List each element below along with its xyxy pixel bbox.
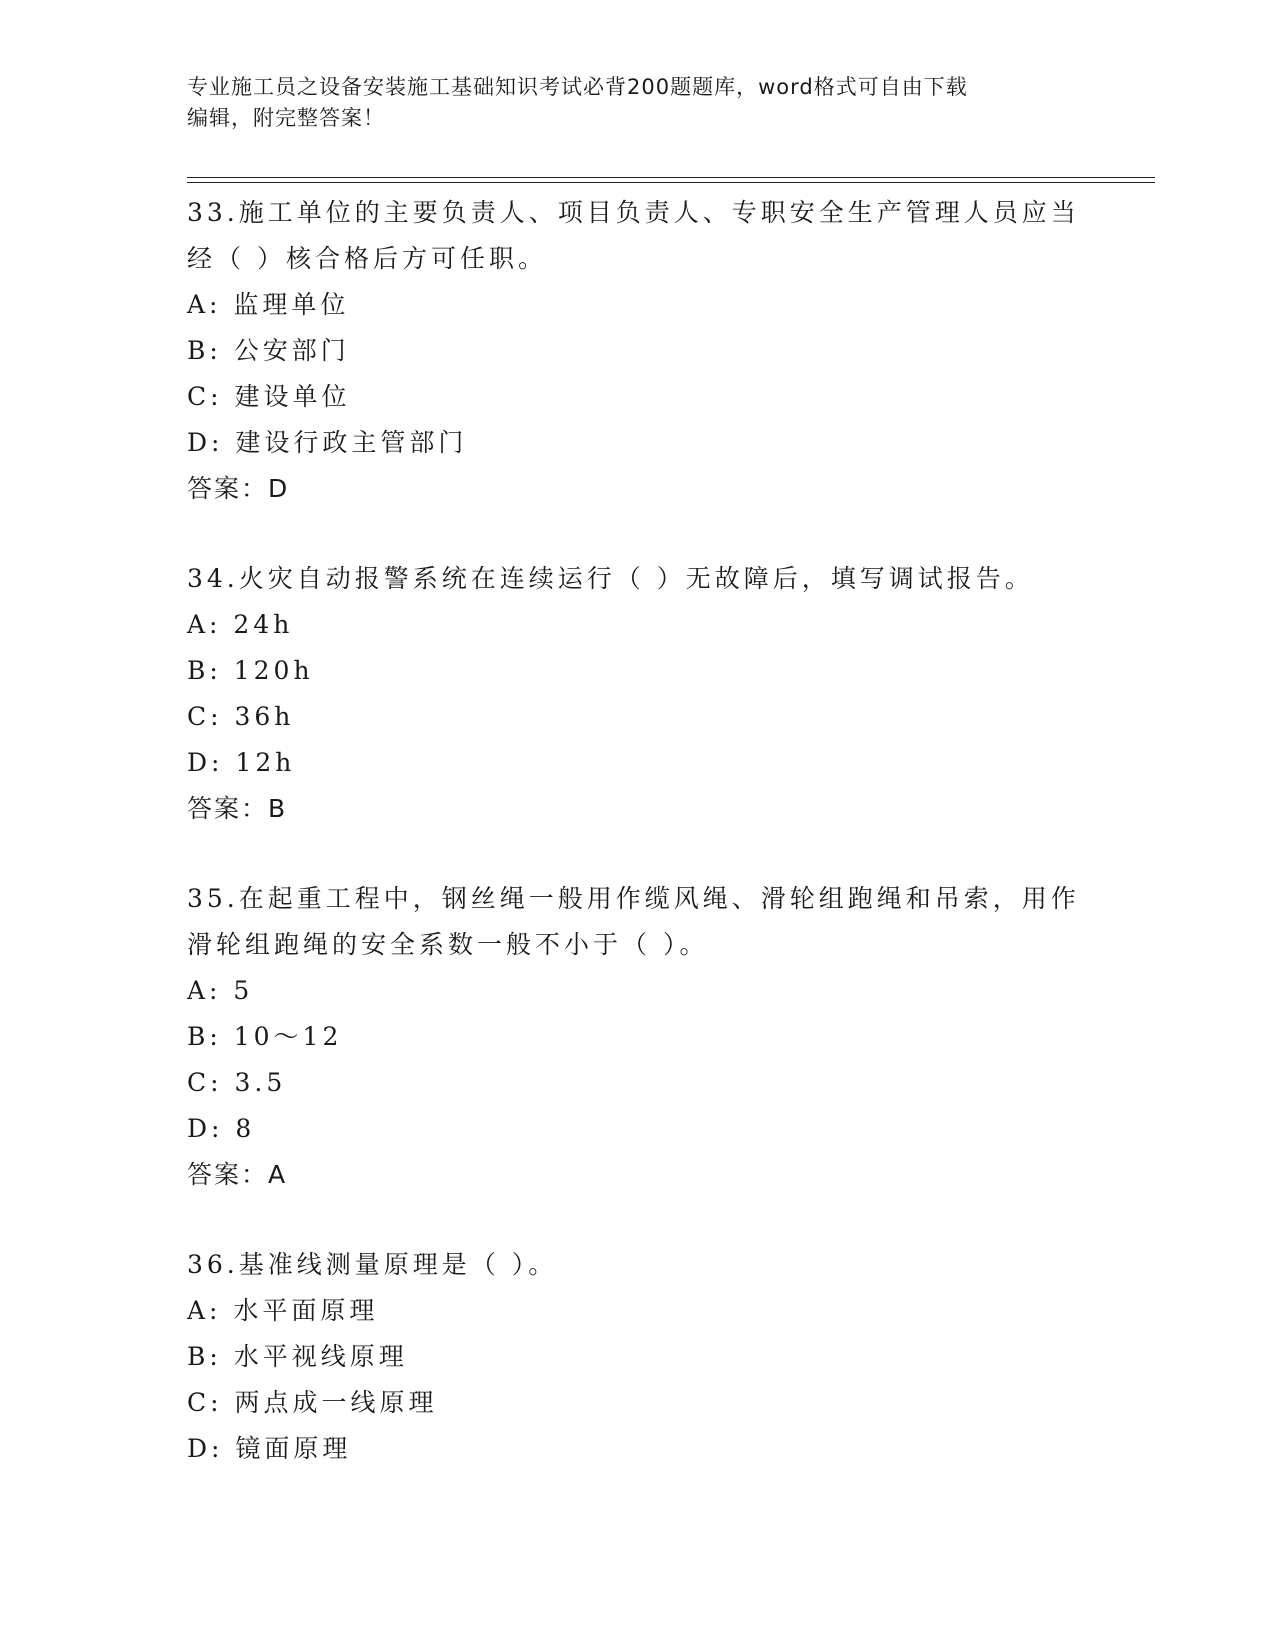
header-divider-bottom: [187, 182, 1155, 183]
question-stem-cont: 滑轮组跑绳的安全系数一般不小于（ ）。: [187, 930, 709, 959]
option-a: A: 监理单位: [187, 290, 350, 319]
option-b: B: 公安部门: [187, 336, 350, 365]
option-b: B: 120h: [187, 656, 314, 685]
question-33: [187, 190, 1087, 512]
option-b: B: 水平视线原理: [187, 1342, 408, 1371]
question-35: [187, 876, 1087, 1198]
answer: 答案：D: [187, 474, 290, 503]
question-stem: 35.在起重工程中，钢丝绳一般用作缆风绳、滑轮组跑绳和吊索，用作: [187, 884, 1080, 913]
option-d: D: 12h: [187, 748, 296, 777]
header-divider-top: [187, 177, 1155, 178]
question-36: [187, 1242, 1087, 1472]
option-d: D: 建设行政主管部门: [187, 428, 468, 457]
option-c: C: 3.5: [187, 1068, 287, 1097]
question-stem: 36.基准线测量原理是（ ）。: [187, 1250, 558, 1279]
header-line-1: 专业施工员之设备安装施工基础知识考试必背200题题库，word格式可自由下载: [187, 75, 968, 99]
option-c: C: 两点成一线原理: [187, 1388, 438, 1417]
option-c: C: 36h: [187, 702, 295, 731]
question-stem: 33.施工单位的主要负责人、项目负责人、专职安全生产管理人员应当: [187, 198, 1080, 227]
question-stem: 34.火灾自动报警系统在连续运行（ ）无故障后，填写调试报告。: [187, 564, 1034, 593]
option-d: D: 镜面原理: [187, 1434, 352, 1463]
option-b: B: 10～12: [187, 1022, 343, 1051]
option-a: A: 5: [187, 976, 254, 1005]
answer: 答案：B: [187, 794, 288, 823]
option-d: D: 8: [187, 1114, 256, 1143]
answer: 答案：A: [187, 1160, 288, 1189]
question-stem-cont: 经（ ）核合格后方可任职。: [187, 244, 547, 273]
option-a: A: 24h: [187, 610, 294, 639]
option-c: C: 建设单位: [187, 382, 351, 411]
header-line-2: 编辑，附完整答案！: [187, 106, 385, 130]
document-header: [187, 72, 1067, 134]
question-list: [187, 190, 1087, 1472]
question-34: [187, 556, 1087, 832]
option-a: A: 水平面原理: [187, 1296, 379, 1325]
